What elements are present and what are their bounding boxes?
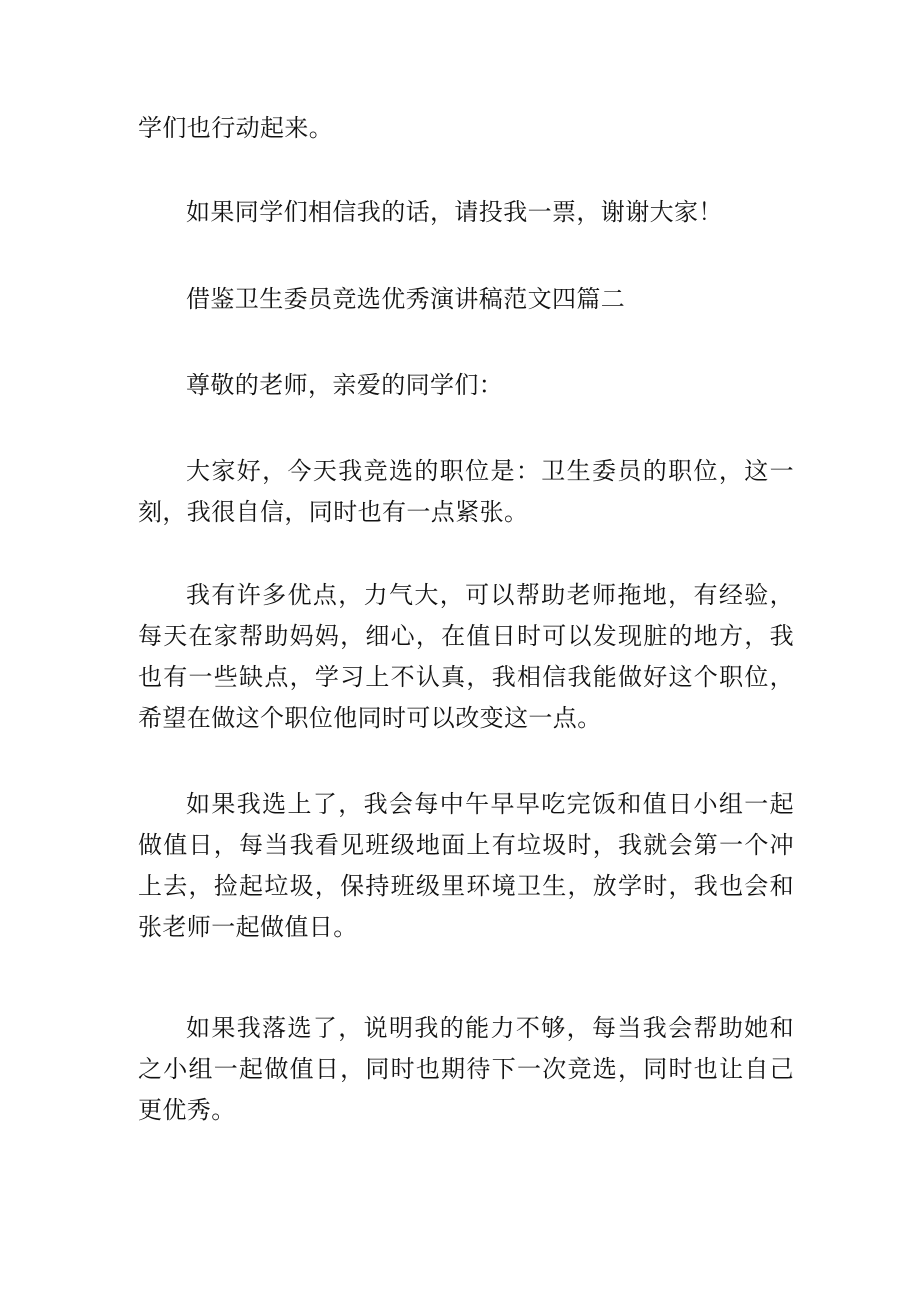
paragraph-strengths: 我有许多优点，力气大，可以帮助老师拖地，有经验，每天在家帮助妈妈，细心，在值日时可以发现脏的地方，我也有一些缺点，学习上不认真，我相信我能做好这个职位，希望在做这个职位他同时可以改变这一点。 — [138, 581, 794, 732]
paragraph-introduction: 大家好，今天我竞选的职位是：卫生委员的职位，这一刻，我很自信，同时也有一点紧张。 — [138, 457, 794, 526]
paragraph-continuation: 学们也行动起来。 — [138, 114, 334, 142]
paragraph-if-elected: 如果我选上了，我会每中午早早吃完饭和值日小组一起做值日，每当我看见班级地面上有垃圾时，我就会第一个冲上去，捡起垃圾，保持班级里环境卫生，放学时，我也会和张老师一起做值日。 — [138, 790, 794, 941]
paragraph-vote-request: 如果同学们相信我的话，请投我一票，谢谢大家！ — [186, 198, 723, 226]
salutation: 尊敬的老师，亲爱的同学们： — [186, 371, 504, 399]
paragraph-if-not-elected: 如果我落选了，说明我的能力不够，每当我会帮助她和之小组一起做值日，同时也期待下一次竞选，同时也让自己更优秀。 — [138, 1014, 794, 1124]
section-title: 借鉴卫生委员竞选优秀演讲稿范文四篇二 — [186, 285, 626, 313]
